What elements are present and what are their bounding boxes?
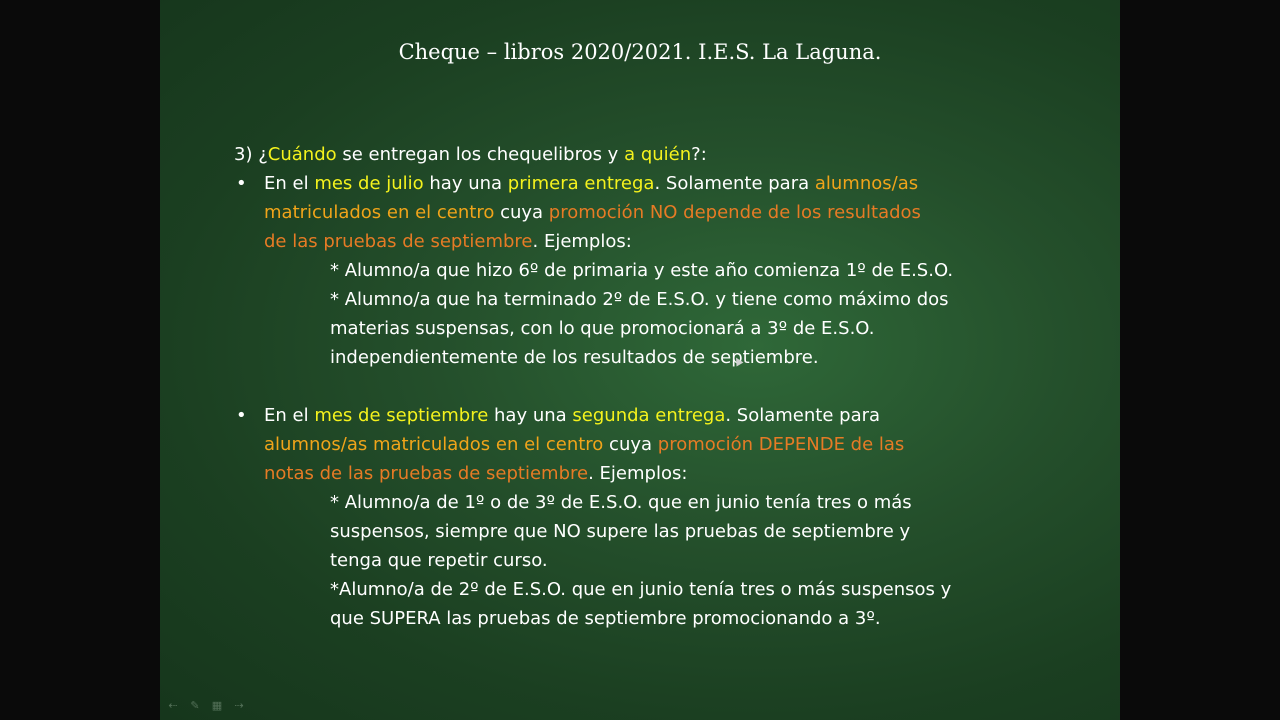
highlight-notas-pruebas: notas de las pruebas de septiembre — [264, 463, 589, 484]
presentation-slide — [160, 0, 1120, 720]
slides-icon[interactable]: ▦ — [211, 699, 223, 712]
highlight-a-quien: a quién — [624, 144, 692, 165]
prev-icon[interactable]: ⇠ — [168, 699, 178, 712]
text: . Ejemplos: — [532, 231, 632, 252]
bullet-2-line-3 — [234, 459, 1094, 488]
example-line: suspensos, siempre que NO supere las pruebas de septiembre y — [330, 521, 911, 542]
text: . Solamente para — [725, 405, 881, 426]
bullet-2-line-2 — [234, 430, 1094, 459]
text: . Solamente para — [654, 173, 815, 194]
text: hay una — [423, 173, 508, 194]
bullet-1-line-1 — [234, 169, 1094, 198]
highlight-alumnos: alumnos/as — [814, 173, 919, 194]
text: cuya — [603, 434, 658, 455]
highlight-primera-entrega: primera entrega — [507, 173, 655, 194]
example-line: tenga que repetir curso. — [330, 550, 548, 571]
slideshow-toolbar — [166, 700, 246, 712]
bullet-2-line-1 — [234, 401, 1094, 430]
highlight-mes-septiembre: mes de septiembre — [314, 405, 489, 426]
question-text: se entregan los chequelibros y — [336, 144, 625, 165]
highlight-mes-julio: mes de julio — [314, 173, 424, 194]
example-line: * Alumno/a que ha terminado 2º de E.S.O. y tiene como máximo dos — [330, 289, 949, 310]
example-line: independientemente de los resultados de septiembre. — [330, 347, 819, 368]
bullet-icon: • — [236, 405, 247, 426]
next-icon[interactable]: ⇢ — [234, 699, 244, 712]
slide-body — [234, 140, 1094, 633]
highlight-promocion-depende: promoción DEPENDE de las — [657, 434, 905, 455]
spacer — [234, 372, 1094, 401]
pen-icon[interactable]: ✎ — [190, 699, 200, 712]
text: En el — [264, 173, 315, 194]
example-line: *Alumno/a de 2º de E.S.O. que en junio tenía tres o más suspensos y — [330, 579, 952, 600]
question-line — [234, 140, 1094, 169]
question-text: ?: — [691, 144, 707, 165]
bullet-icon: • — [236, 173, 247, 194]
text: hay una — [488, 405, 573, 426]
highlight-cuando: Cuándo — [267, 144, 337, 165]
example-line: materias suspensas, con lo que promocionará a 3º de E.S.O. — [330, 318, 875, 339]
example-line: * Alumno/a de 1º o de 3º de E.S.O. que en junio tenía tres o más — [330, 492, 912, 513]
highlight-promocion-no: promoción NO depende de los resultados — [548, 202, 921, 223]
bullet-1-line-3 — [234, 227, 1094, 256]
slide-title: Cheque – libros 2020/2021. I.E.S. La Laguna. — [398, 40, 882, 64]
question-number: 3) — [234, 144, 253, 165]
highlight-matriculados: matriculados en el centro — [264, 202, 495, 223]
bullet-1-line-2 — [234, 198, 1094, 227]
highlight-segunda-entrega: segunda entrega — [572, 405, 726, 426]
example-line: que SUPERA las pruebas de septiembre promocionando a 3º. — [330, 608, 881, 629]
text: En el — [264, 405, 315, 426]
text: . Ejemplos: — [588, 463, 688, 484]
question-text: ¿ — [258, 144, 268, 165]
example-line: * Alumno/a que hizo 6º de primaria y este año comienza 1º de E.S.O. — [330, 260, 954, 281]
highlight-pruebas-septiembre: de las pruebas de septiembre — [264, 231, 533, 252]
text: cuya — [494, 202, 549, 223]
highlight-alumnos-matriculados: alumnos/as matriculados en el centro — [264, 434, 604, 455]
